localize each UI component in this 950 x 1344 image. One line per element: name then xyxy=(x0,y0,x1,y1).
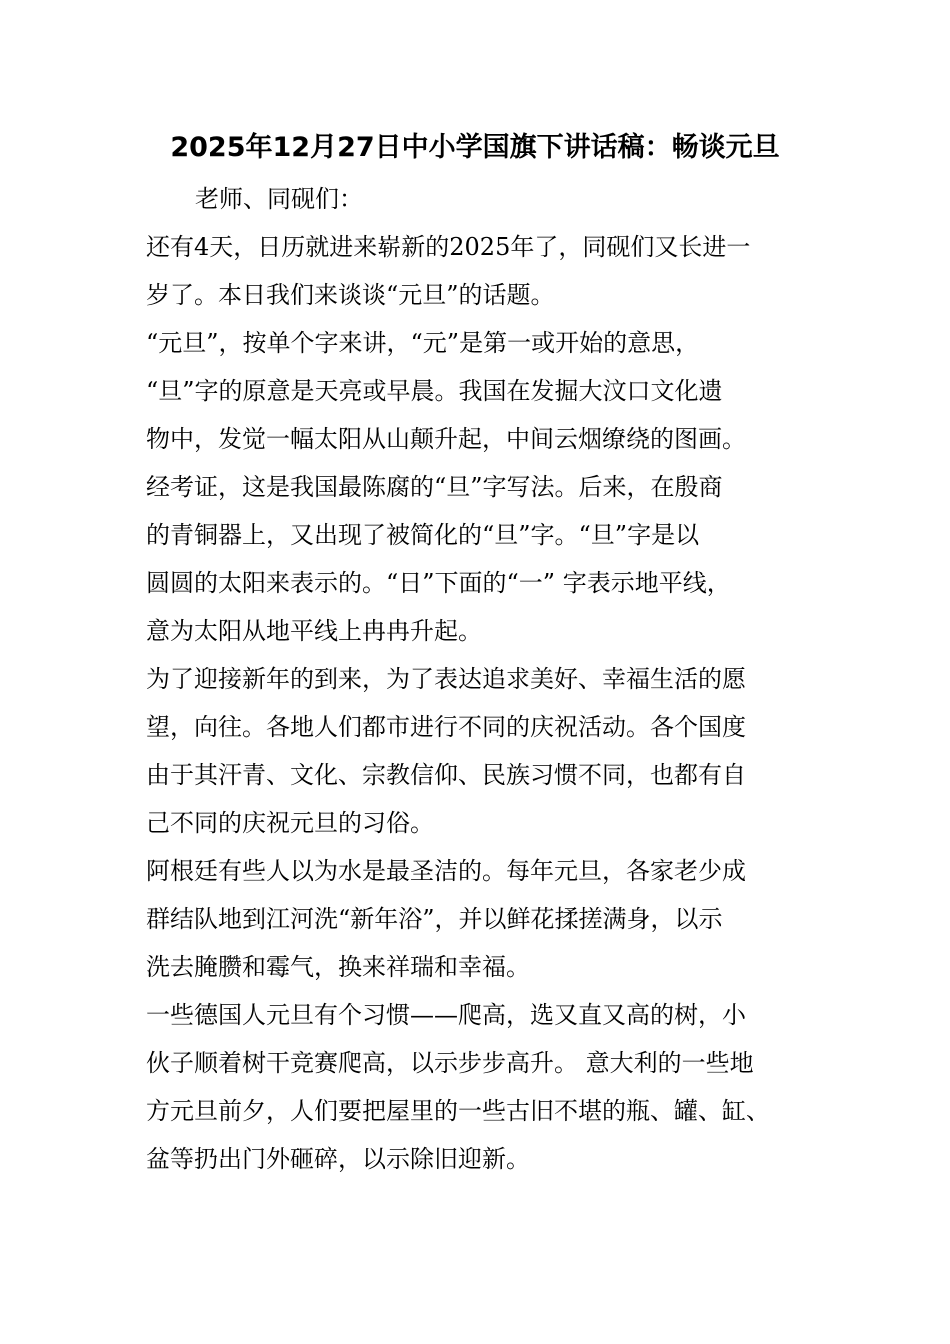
text-line: 的青铜器上，又出现了被简化的“旦”字。“旦”字是以 xyxy=(146,521,700,549)
text-line: 群结队地到江河洗“新年浴”，并以鲜花揉搓满身，以示 xyxy=(146,905,723,933)
text-line: 己不同的庆祝元旦的习俗。 xyxy=(146,809,434,837)
text-line: 岁了。本日我们来谈谈“元旦”的话题。 xyxy=(146,281,555,309)
text-line: 经考证，这是我国最陈腐的“旦”字写法。后来，在殷商 xyxy=(146,473,723,501)
text-line: 盆等扔出门外砸碎，以示除旧迎新。 xyxy=(146,1145,530,1173)
text-line: “旦”字的原意是天亮或早晨。我国在发掘大汶口文化遗 xyxy=(146,377,723,405)
text-line: 为了迎接新年的到来，为了表达追求美好、幸福生活的愿 xyxy=(146,665,746,693)
text-line: 还有4天，日历就进来崭新的2025年了，同砚们又长进一 xyxy=(146,233,751,261)
greeting-line: 老师、同砚们： xyxy=(195,185,363,213)
document-body xyxy=(146,175,826,1183)
text-line: 物中，发觉一幅太阳从山颠升起，中间云烟缭绕的图画。 xyxy=(146,425,746,453)
text-line: 由于其汗青、文化、宗教信仰、民族习惯不同，也都有自 xyxy=(146,761,746,789)
text-line: 洗去腌臜和霉气，换来祥瑞和幸福。 xyxy=(146,953,530,981)
text-line: 望，向往。各地人们都市进行不同的庆祝活动。各个国度 xyxy=(146,713,746,741)
text-line: “元旦”，按单个字来讲，“元”是第一或开始的意思， xyxy=(146,329,700,357)
document-title: 2025年12月27日中小学国旗下讲话稿：畅谈元旦 xyxy=(170,132,780,163)
text-line: 方元旦前夕，人们要把屋里的一些古旧不堪的瓶、罐、缸、 xyxy=(146,1097,770,1125)
text-line: 伙子顺着树干竞赛爬高，以示步步高升。 意大利的一些地 xyxy=(146,1049,754,1077)
text-line: 阿根廷有些人以为水是最圣洁的。每年元旦，各家老少成 xyxy=(146,857,746,885)
text-line: 一些德国人元旦有个习惯——爬高，选又直又高的树，小 xyxy=(146,1001,746,1029)
text-line: 圆圆的太阳来表示的。“日”下面的“一” 字表示地平线， xyxy=(146,569,731,597)
text-line: 意为太阳从地平线上冉冉升起。 xyxy=(146,617,482,645)
